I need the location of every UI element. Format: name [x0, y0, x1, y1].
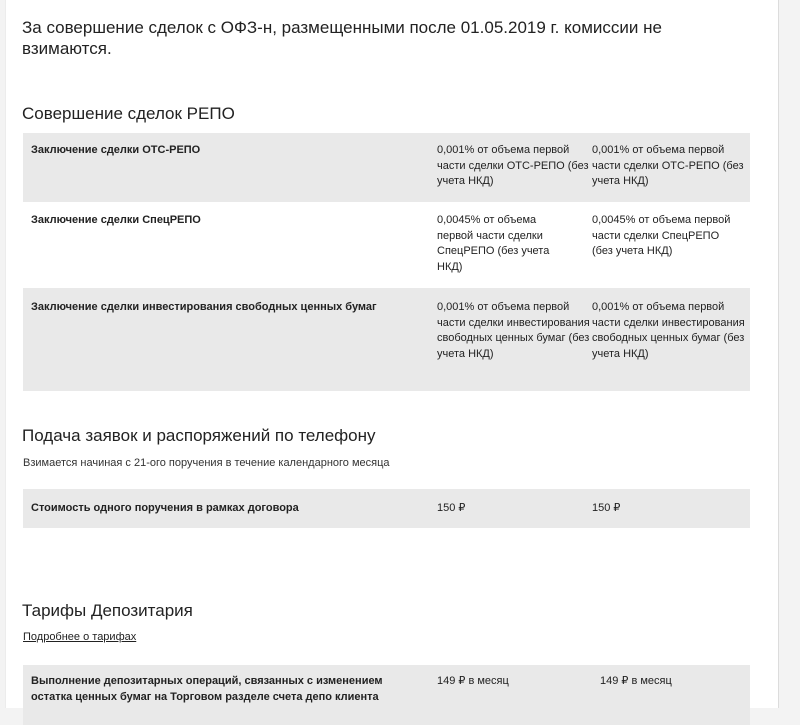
- row-name: Заключение сделки инвестирования свободных ценных бумаг: [31, 301, 377, 313]
- content: [6, 17, 778, 703]
- row-name: Выполнение депозитарных операций, связанных с изменением остатка ценных бумаг на Торговом разделе счета депо клиента: [31, 675, 383, 703]
- phone-section-title: Подача заявок и распоряжений по телефону: [22, 426, 376, 445]
- page: [5, 0, 779, 708]
- table-row: [23, 665, 750, 725]
- row-value-1: 149 ₽ в месяц: [437, 675, 509, 687]
- row-name: Заключение сделки ОТС-РЕПО: [31, 144, 201, 156]
- repo-section-title: Совершение сделок РЕПО: [22, 104, 235, 123]
- ofz-commission-note: За совершение сделок с ОФЗ-н, размещенными после 01.05.2019 г. комиссии не взимаются.: [22, 18, 662, 58]
- phone-table: [23, 489, 750, 528]
- depository-section-title: Тарифы Депозитария: [22, 601, 193, 620]
- row-value-1: 0,0045% от объема первой части сделки СпецРЕПО (без учета НКД): [437, 214, 550, 273]
- row-value-1: 0,001% от объема первой части сделки ОТС-РЕПО (без учета НКД): [437, 144, 589, 187]
- repo-table: [23, 133, 750, 391]
- row-value-1: 150 ₽: [437, 502, 466, 514]
- table-row: [23, 202, 750, 288]
- row-name: Заключение сделки СпецРЕПО: [31, 214, 201, 226]
- row-value-2: 0,001% от объема первой части сделки инвестирования свободных ценных бумаг (без учета НКД): [592, 301, 745, 360]
- row-value-2: 150 ₽: [592, 502, 621, 514]
- depository-table: [23, 665, 750, 725]
- row-value-1: 0,001% от объема первой части сделки инвестирования свободных ценных бумаг (без учета НКД): [437, 301, 590, 360]
- tariffs-details-link[interactable]: Подробнее о тарифах: [23, 631, 137, 643]
- row-value-2: 0,001% от объема первой части сделки ОТС-РЕПО (без учета НКД): [592, 144, 744, 187]
- table-row: [23, 288, 750, 391]
- phone-section-subtitle: Взимается начиная с 21-ого поручения в течение календарного месяца: [23, 457, 390, 469]
- row-value-2: 149 ₽ в месяц: [600, 675, 672, 687]
- row-value-2: 0,0045% от объема первой части сделки СпецРЕПО (без учета НКД): [592, 214, 731, 257]
- table-row: [23, 133, 750, 202]
- table-row: [23, 489, 750, 528]
- row-name: Стоимость одного поручения в рамках договора: [31, 502, 299, 514]
